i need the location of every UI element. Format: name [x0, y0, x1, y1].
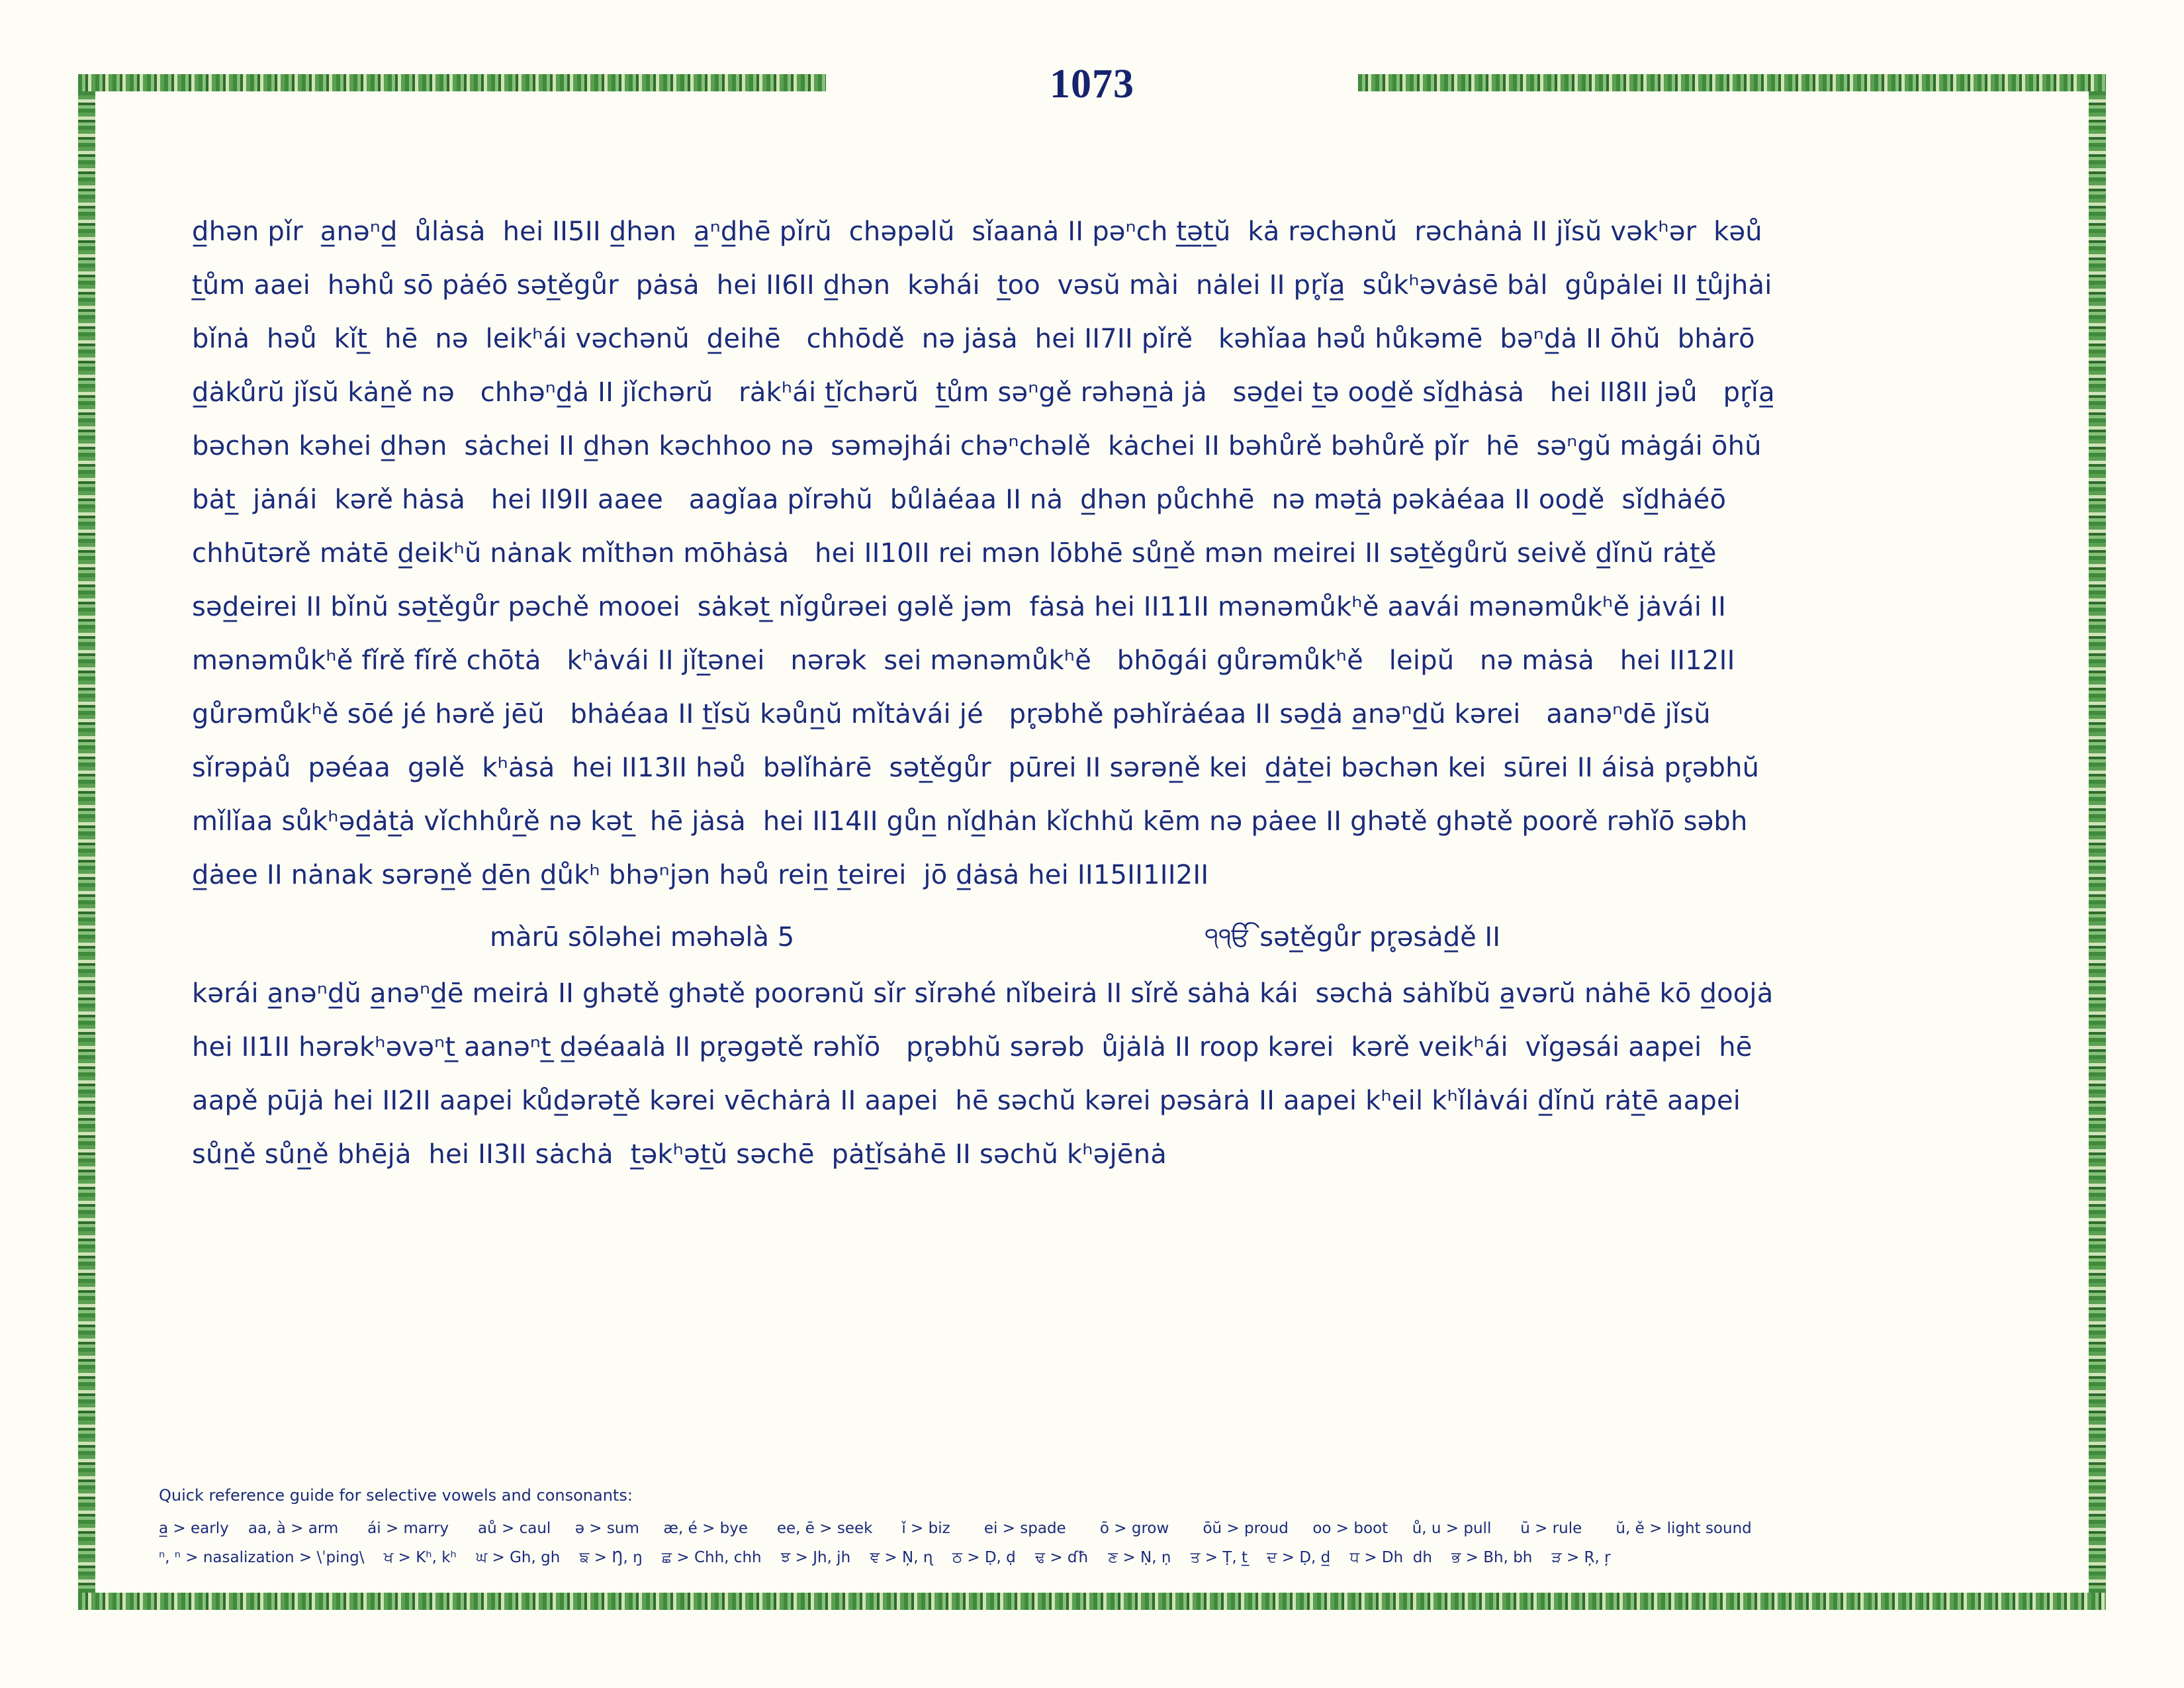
- raag-heading: màrū sōləhei məhəlà 5: [490, 922, 795, 953]
- body-line: sǐrəpȧů pəéaa gəlě kʰȧsȧ hei II13II həů bəlǐhȧrē sət̲ěgůr pūrei II sərən̲ě kei d̲ȧt̲ei bəchən kei sūrei II áisȧ pr̥əbhŭ: [192, 753, 1760, 783]
- body-line: gůrəmůkʰě sōé jé hərě jēŭ bhȧéaa II t̲ǐsŭ kəůn̲ŭ mǐtȧvái jé pr̥əbhě pəhǐrȧéaa II səd̲ȧ a̲nəⁿd̲ŭ kərei aanəⁿdē jǐsŭ: [192, 699, 1711, 729]
- body-line: d̲ȧee II nȧnak sərən̲ě d̲ēn d̲ůkʰ bhəⁿjən həů rein̲ t̲eirei jō d̲ȧsȧ hei II15II1II2II: [192, 860, 1209, 890]
- body-line: mənəmůkʰě fǐrě fǐrě chōtȧ kʰȧvái II jǐt̲ənei nərək sei mənəmůkʰě bhōgái gůrəmůkʰě leipŭ nə mȧsȧ hei II12II: [192, 645, 1735, 676]
- body-line: chhūtərě mȧtē d̲eikʰŭ nȧnak mǐthən mōhȧsȧ hei II10II rei mən lōbhē sůn̲ě mən meirei II sət̲ěgůrŭ seivě d̲ǐnŭ rȧt̲ě: [192, 538, 1717, 569]
- mool-mantar-heading: ੧ੴ sət̲ěgůr pr̥əsȧd̲ě II: [1205, 922, 1501, 953]
- guide-vowels-row: a̲ > early aa, à > arm ái > marry aů > caul ə > sum æ, é > bye ee, ē > seek ǐ > biz ei > spade ō > grow ōŭ > proud oo > boot ů, u > pull ū > rule ŭ, ě > light sound: [159, 1520, 1752, 1537]
- body-line: d̲ȧkůrŭ jǐsŭ kȧn̲ě nə chhəⁿd̲ȧ II jǐchərŭ rȧkʰái t̲ǐchərŭ t̲ům səⁿgě rəhən̲ȧ jȧ səd̲ei t̲ə ood̲ě sǐd̲hȧsȧ hei II8II jəů pr̥ǐa̲: [192, 377, 1775, 408]
- body-line: aapě pūjȧ hei II2II aapei kůd̲ərət̲ě kərei vēchȧrȧ II aapei hē səchŭ kərei pəsȧrȧ II aapei kʰeil kʰǐlȧvái d̲ǐnŭ rȧt̲ē aapei: [192, 1086, 1741, 1116]
- guide-title: Quick reference guide for selective vowels and consonants:: [159, 1486, 633, 1505]
- body-line: sůn̲ě sůn̲ě bhējȧ hei II3II sȧchȧ t̲əkʰət̲ŭ səchē pȧt̲ǐsȧhē II səchŭ kʰəjēnȧ: [192, 1139, 1167, 1170]
- body-line: bȧt̲ jȧnái kərě hȧsȧ hei II9II aaee aagǐaa pǐrəhŭ bůlȧéaa II nȧ d̲hən půchhē nə mət̲ȧ pəkȧéaa II ood̲ě sǐd̲hȧéō: [192, 485, 1727, 515]
- body-line: kərái a̲nəⁿd̲ŭ a̲nəⁿd̲ē meirȧ II ghətě ghətě poorənŭ sǐr sǐrəhé nǐbeirȧ II sǐrě sȧhȧ kái səchȧ sȧhǐbŭ a̲vərŭ nȧhē kō d̲oojȧ: [192, 978, 1774, 1009]
- body-line: səd̲eirei II bǐnŭ sət̲ěgůr pəchě mooei sȧkət̲ nǐgůrəei gəlě jəm fȧsȧ hei II11II mənəmůkʰě aavái mənəmůkʰě jȧvái II: [192, 592, 1727, 622]
- body-line: bǐnȧ həů kǐt̲ hē nə leikʰái vəchənŭ d̲eihē chhōdě nə jȧsȧ hei II7II pǐrě kəhǐaa həů hůkəmē bəⁿd̲ȧ II ōhŭ bhȧrō: [192, 324, 1755, 354]
- decorative-border-bottom: [78, 1593, 2106, 1610]
- decorative-border-right: [2089, 74, 2106, 1610]
- page-number: 1073: [1050, 62, 1134, 107]
- body-line: hei II1II hərəkʰəvəⁿt̲ aanəⁿt̲ d̲əéaalȧ II pr̥əgətě rəhǐō pr̥əbhŭ sərəb ůjȧlȧ II roop kərei kərě veikʰái vǐgəsái aapei hē: [192, 1032, 1752, 1062]
- body-line: d̲hən pǐr a̲nəⁿd̲ ůlȧsȧ hei II5II d̲hən a̲ⁿd̲hē pǐrŭ chəpəlŭ sǐaanȧ II pəⁿch t̲ə̲t̲ŭ kȧ rəchənŭ rəchȧnȧ II jǐsŭ vəkʰər kəů: [192, 216, 1762, 247]
- section-heading-row: [192, 914, 2025, 961]
- pronunciation-guide: [159, 1486, 2065, 1572]
- body-line: bəchən kəhei d̲hən sȧchei II d̲hən kəchhoo nə səməjhái chəⁿchəlě kȧchei II bəhůrě bəhůrě pǐr hē səⁿgŭ mȧgái ōhŭ: [192, 431, 1762, 461]
- body-line: t̲ům aaei həhů sō pȧéō sət̲ěgůr pȧsȧ hei II6II d̲hən kəhái t̲oo vəsŭ mài nȧlei II pr̥ǐa̲ sůkʰəvȧsē bȧl gůpȧlei II t̲ůjhȧi: [192, 270, 1772, 301]
- scripture-body: [192, 205, 2025, 1182]
- guide-consonants-row: ⁿ, ⁿ > nasalization > \ˈping\ ਖ > Kʰ, kʰ ਘ > Gh, gh ਙ > Ŋ, ŋ ਛ > Chh, chh ਝ > Jh, jh ਞ > Ņ, ɳ ਠ > Ḍ, ḍ ਢ > ɗħ ਣ > Ṇ, ṇ ਤ > Ṭ, t̲ ਦ > Ḍ, d̲ ਧ > Dh dh ਭ > Bh, bh ੜ > Ŗ, ŗ: [159, 1549, 1611, 1566]
- decorative-border-left: [78, 74, 95, 1610]
- body-line: mǐlǐaa sůkʰəd̲ȧt̲ȧ vǐchhůr̲ě nə kət̲ hē jȧsȧ hei II14II gůn̲ nǐd̲hȧn kǐchhŭ kēm nə pȧee II ghətě ghətě poorě rəhǐō səbh: [192, 806, 1748, 837]
